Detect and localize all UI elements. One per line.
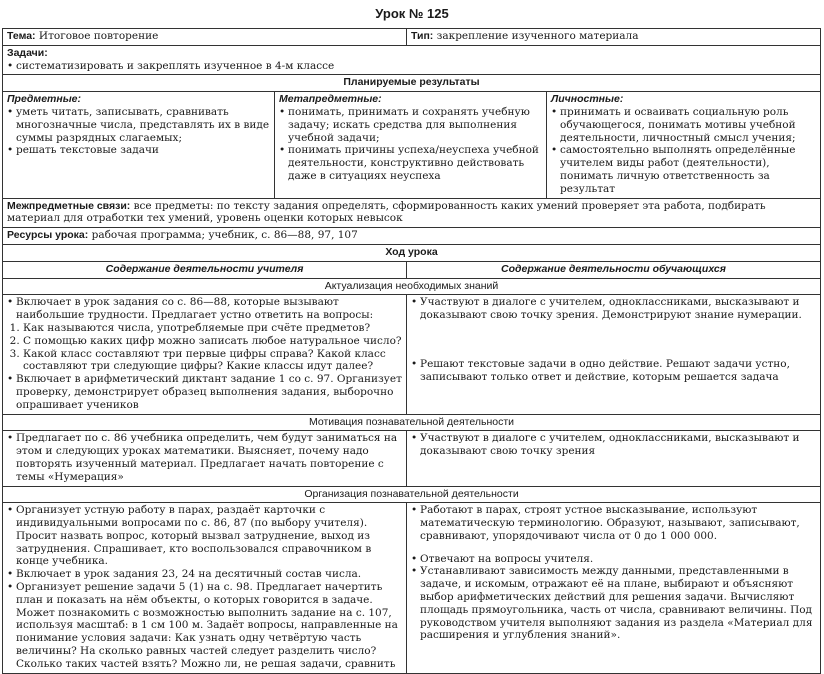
list-item: • Включает в арифметический диктант задание 1 со с. 97. Организует проверку, демонстрирует образец выполнения задания, выборочно опрашивает учеников xyxy=(7,373,402,411)
list-item: • Организует решение задачи 5 (1) на с. 98. Предлагает начертить план и показать на нём объекты, о которых говорится в задаче. Может познакомить с возможностью выполнить задание на с. 107, используя масштаб: в 1 см 100 м. Задаёт вопросы, направленные на понимание условия задачи: Как узнать одну четвёртую часть величины? На сколько равных частей следует разделить число? Сколько таких частей взять? Можно ли, не решая задачи, сравнить xyxy=(7,581,398,670)
subject-results-cell xyxy=(3,92,275,198)
stage2-student-cell xyxy=(407,431,821,486)
list-item: • Участвуют в диалоге с учителем, одноклассниками, высказывают и доказывают свою точку зрения. Демонстрируют знание нумерации. xyxy=(411,296,802,322)
list-item: • систематизировать и закреплять изученное в 4-м классе xyxy=(7,59,335,72)
resources-cell xyxy=(3,228,821,245)
planned-title-row xyxy=(3,75,821,92)
stage3-student-cell xyxy=(407,503,821,673)
student-column-header: Содержание деятельности обучающихся xyxy=(407,261,821,278)
stage-title-row xyxy=(3,486,821,503)
resources-value: рабочая программа; учебник, с. 86—88, 97, 107 xyxy=(91,229,358,242)
interdisciplinary-row xyxy=(3,198,821,228)
stage-title-row xyxy=(3,414,821,431)
planned-title: Планируемые результаты xyxy=(3,75,821,92)
lesson-plan-table xyxy=(2,28,821,674)
tasks-label: Задачи: xyxy=(7,46,48,59)
stage2-title: Мотивация познавательной деятельности xyxy=(3,414,821,431)
teacher-column-header: Содержание деятельности учителя xyxy=(3,261,407,278)
list-item: • Организует устную работу в парах, раздаёт карточки с индивидуальными вопросами по с. 86, 87 (по выбору учителя). Просит назвать вопрос, который вызвал затруднение, выход из затруднения. Спрашивает, кто воспользовался справочником в конце учебника. xyxy=(7,504,372,568)
resources-row xyxy=(3,228,821,245)
theme-label: Тема: xyxy=(7,30,36,42)
interdisciplinary-value: все предметы: по тексту задания определять, сформированность каких умений проверяет эта работа, подбирать материал для отработки тех умений, уровень оценки которых невысок xyxy=(7,199,766,225)
stage1-row xyxy=(3,295,821,414)
list-item: • Отвечают на вопросы учителя. xyxy=(411,552,594,565)
personal-results-label: Личностные: xyxy=(551,93,624,106)
lesson-title: Урок № 125 xyxy=(375,6,449,21)
list-item: 1. Как называются числа, употребляемые при счёте предметов? xyxy=(23,322,402,335)
stage2-row xyxy=(3,431,821,486)
list-item: • уметь читать, записывать, сравнивать многозначные числа, представлять их в виде суммы разрядных слагаемых; xyxy=(7,105,270,144)
subject-results-label: Предметные: xyxy=(7,93,82,106)
course-columns-row xyxy=(3,261,821,278)
list-item: • Включает в урок задания со с. 86—88, которые вызывают наибольшие трудности. Предлагает устно ответить на вопросы: xyxy=(7,296,374,322)
course-title-row xyxy=(3,244,821,261)
list-item: 3. Какой класс составляют три первые цифры справа? Какой класс составляют три следующие цифры? Какие классы идут далее? xyxy=(23,348,402,374)
list-item: • Предлагает по с. 86 учебника определить, чем будут заниматься на этом и следующих уроках математики. Выясняет, почему надо повторять изученный материал. Предлагает начать повторение с темы «Нумерация» xyxy=(7,432,398,483)
stage3-teacher-cell xyxy=(3,503,407,673)
type-label: Тип: xyxy=(411,30,434,42)
list-item: • решать текстовые задачи xyxy=(7,144,159,157)
meta-results-label: Метапредметные: xyxy=(279,93,382,106)
stage1-title: Актуализация необходимых знаний xyxy=(3,278,821,295)
planned-row xyxy=(3,92,821,198)
interdisciplinary-label: Межпредметные связи: xyxy=(7,199,131,212)
type-value: закрепление изученного материала xyxy=(436,30,639,42)
meta-results-cell xyxy=(275,92,547,198)
interdisciplinary-cell xyxy=(3,198,821,228)
theme-row xyxy=(3,29,821,46)
list-item: • Устанавливают зависимость между данными, представленными в задаче, и искомым, отражают её на плане, выбирают и объясняют выбор арифметических действий для решения задачи. Вычисляют площадь прямоугольника, часть от числа, сравнивают величины. Под руководством учителя выполняют задания из раздела «Материал для расширения и углубления знаний». xyxy=(411,565,813,642)
list-item: • Работают в парах, строят устное высказывание, используют математическую терминологию. Образуют, называют, записывают, сравнивают, упорядочивают числа от 0 до 1 000 000. xyxy=(411,504,800,542)
type-cell xyxy=(407,29,821,46)
stage3-title: Организация познавательной деятельности xyxy=(3,486,821,503)
theme-value: Итоговое повторение xyxy=(38,30,159,42)
list-item: • понимать, принимать и сохранять учебную задачу; искать средства для выполнения учебной задачи; xyxy=(279,105,530,144)
stage2-teacher-cell xyxy=(3,431,407,486)
list-item: • Решают текстовые задачи в одно действие. Решают задачи устно, записывают только ответ и действие, которым решается задача xyxy=(411,357,790,383)
course-title: Ход урока xyxy=(3,244,821,261)
stage1-teacher-cell xyxy=(3,295,407,414)
personal-results-cell xyxy=(547,92,821,198)
list-item: • Включает в урок задания 23, 24 на десятичный состав числа. xyxy=(7,568,362,581)
list-item: • Участвуют в диалоге с учителем, одноклассниками, высказывают и доказывают свою точку зрения xyxy=(411,432,800,458)
stage1-student-cell xyxy=(407,295,821,414)
tasks-cell xyxy=(3,45,821,75)
resources-label: Ресурсы урока: xyxy=(7,229,89,242)
tasks-row xyxy=(3,45,821,75)
list-item: 2. С помощью каких цифр можно записать любое натуральное число? xyxy=(23,335,402,348)
questions-list xyxy=(7,322,402,373)
list-item: • принимать и осваивать социальную роль обучающегося, понимать мотивы учебной деятельности, личностный смысл учения; xyxy=(551,105,796,144)
stage-title-row xyxy=(3,278,821,295)
theme-cell xyxy=(3,29,407,46)
list-item: • понимать причины успеха/неуспеха учебной деятельности, конструктивно действовать даже в ситуациях неуспеха xyxy=(279,144,539,182)
stage3-row xyxy=(3,503,821,673)
list-item: • самостоятельно выполнять определённые учителем виды работ (деятельности), понимать личную ответственность за результат xyxy=(551,144,796,195)
